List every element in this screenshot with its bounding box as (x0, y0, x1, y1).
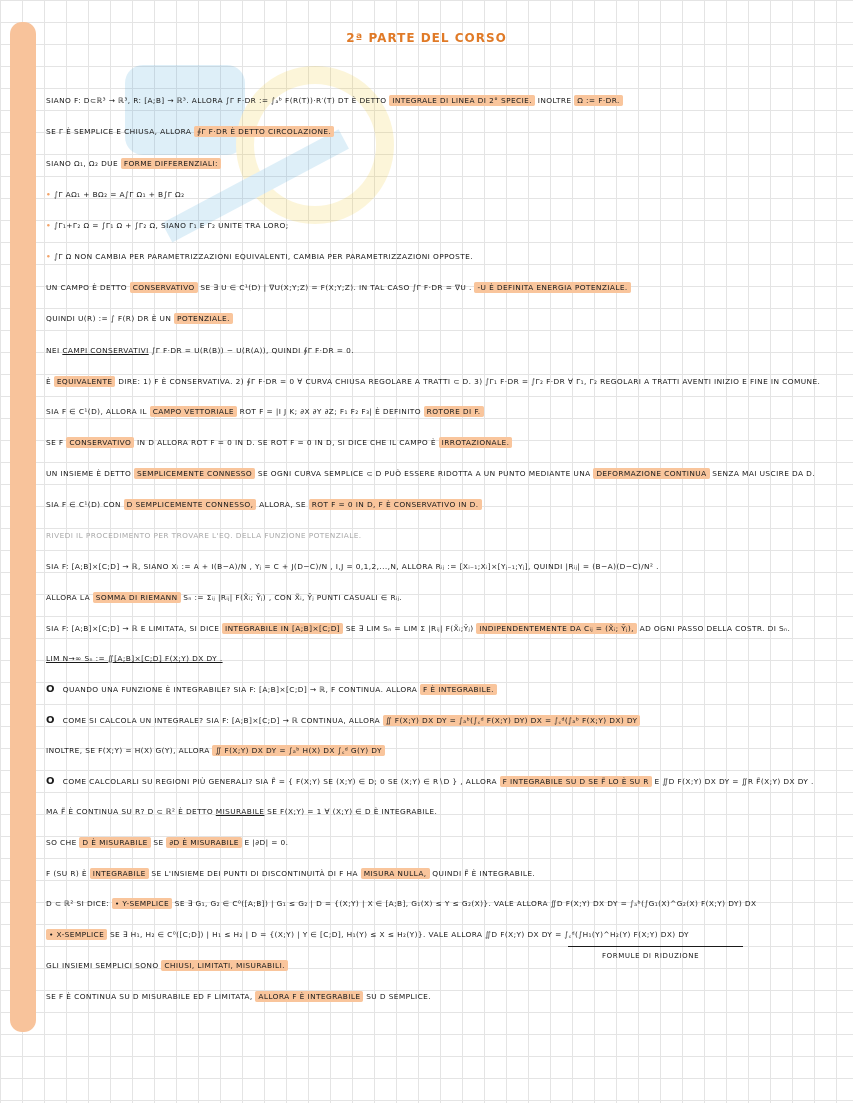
highlighted-term: Ω := F·DR. (574, 95, 623, 106)
highlighted-term: FORME DIFFERENZIALI: (121, 158, 221, 169)
note-line-l1 (46, 95, 623, 106)
note-text: CAMPI CONSERVATIVI (62, 346, 149, 355)
note-text: COME CALCOLARLI SU REGIONI PIÙ GENERALI? SIA F̃ = { F(X;Y) SE (X;Y) ∈ D; 0 SE (X;Y) ∈ R∖D } , ALLORA (62, 777, 500, 786)
page-title: 2ª PARTE DEL CORSO (346, 31, 507, 45)
note-text: SE OGNI CURVA SEMPLICE ⊂ D PUÒ ESSERE RIDOTTA A UN PUNTO MEDIANTE UNA (255, 469, 594, 478)
highlighted-term: ROTORE DI F. (424, 406, 484, 417)
highlighted-term: ∂D È MISURABILE (166, 837, 241, 848)
note-text: SE ∃ H₁, H₂ ∈ C⁰([C;D]) | H₁ ≤ H₂ | D = {(X;Y) | Y ∈ [C;D], H₁(Y) ≤ X ≤ H₂(Y)}. VALE ALLORA ∬D F(X;Y) DX DY = ∫꜀ᵈ(∫H₁(Y)^H₂(Y) F(X;Y) DX) DY (107, 930, 689, 939)
note-text: SE Γ È SEMPLICE E CHIUSA, ALLORA (46, 127, 195, 136)
highlighted-term: D È MISURABILE (79, 837, 150, 848)
note-text: AD OGNI PASSO DELLA COSTR. DI Sₙ. (636, 624, 791, 633)
note-text: ∫Γ Ω NON CAMBIA PER PARAMETRIZZAZIONI EQUIVALENTI, CAMBIA PER PARAMETRIZZAZIONI OPPOSTE. (54, 252, 473, 261)
note-text: LIM N→∞ Sₙ := ∬[A;B]×[C;D] F(X;Y) DX DY . (46, 654, 223, 663)
note-line-l20 (46, 684, 497, 695)
note-text: QUINDI U(R) := ∫ F(R) DR È UN (46, 314, 175, 323)
bullet-marker: O (46, 684, 59, 695)
note-text: INOLTRE, SE F(X;Y) = H(X) G(Y), ALLORA (46, 746, 213, 755)
note-line-l17 (46, 592, 402, 603)
note-text: SE ∃ G₁, G₂ ∈ C⁰([A;B]) | G₁ ≤ G₂ | D = {(X;Y) | X ∈ [A;B], G₁(X) ≤ Y ≤ G₂(X)}. VALE ALLORA ∬D F(X;Y) DX DY = ∫ₐᵇ(∫G₁(X)^G₂(X) F(X;Y) DY) DX (172, 899, 757, 908)
note-line-l10 (46, 376, 820, 387)
note-text: QUANDO UNA FUNZIONE È INTEGRABILE? SIA F: [A;B]×[C;D] → ℝ, F CONTINUA. ALLORA (62, 685, 421, 694)
highlighted-term: INTEGRABILE IN [A;B]×[C;D] (222, 623, 343, 634)
bullet-marker: O (46, 715, 59, 726)
highlighted-term: ALLORA F È INTEGRABILE (255, 991, 363, 1002)
highlighted-term: INDIPENDENTEMENTE DA Cᵢⱼ = (X̃ᵢ; Ỹⱼ), (476, 623, 637, 634)
note-text: UN INSIEME È DETTO (46, 469, 134, 478)
note-text: NEI (46, 346, 63, 355)
note-text: ALLORA LA (46, 593, 93, 602)
note-line-l18 (46, 623, 790, 634)
highlighted-term: POTENZIALE. (174, 313, 233, 324)
formulas-label (568, 946, 743, 967)
note-text: SIA F ∈ C¹(D), ALLORA IL (46, 407, 150, 416)
note-line-l24 (46, 806, 437, 817)
note-text: E |∂D| = 0. (241, 838, 289, 847)
note-text: MA F̃ È CONTINUA SU R? D ⊂ ℝ² È DETTO (46, 807, 216, 816)
note-line-l16 (46, 561, 659, 572)
note-line-l28 (46, 929, 689, 940)
note-text: SE F(X;Y) = 1 ∀ (X;Y) ∈ D È INTEGRABILE. (264, 807, 438, 816)
note-text: SE ∃ LIM Sₙ = LIM Σ |Rᵢⱼ| F(X̃ᵢ;Ỹⱼ) (343, 624, 477, 633)
highlighted-term: -U È DEFINITA ENERGIA POTENZIALE. (474, 282, 630, 293)
highlighted-term: IRROTAZIONALE. (439, 437, 513, 448)
highlighted-term: ∮Γ F·DR È DETTO CIRCOLAZIONE. (194, 126, 334, 137)
highlighted-term: F È INTEGRABILE. (420, 684, 497, 695)
highlighted-term: CAMPO VETTORIALE (150, 406, 237, 417)
note-line-l6 (46, 251, 473, 262)
highlighted-term: F INTEGRABILE SU D SE F̃ LO È SU R (500, 776, 652, 787)
bullet-marker: • (46, 221, 55, 230)
note-text: ∫Γ₁+Γ₂ Ω = ∫Γ₁ Ω + ∫Γ₂ Ω, SIANO Γ₁ E Γ₂ UNITE TRA LORO; (54, 221, 289, 230)
bullet-marker: O (46, 776, 59, 787)
highlighted-term: SOMMA DI RIEMANN (93, 592, 181, 603)
highlighted-term: SEMPLICEMENTE CONNESSO (134, 468, 255, 479)
margin-bar (10, 22, 36, 1032)
note-text: SE F È CONTINUA SU D MISURABILE ED F LIMITATA, (46, 992, 256, 1001)
highlighted-term: DEFORMAZIONE CONTINUA (593, 468, 709, 479)
note-text: IN D ALLORA ROT F = 0 IN D. SE ROT F = 0 IN D, SI DICE CHE IL CAMPO È (134, 438, 439, 447)
note-line-l5 (46, 220, 289, 231)
highlighted-term: MISURA NULLA, (361, 868, 430, 879)
highlighted-term: • Y-SEMPLICE (112, 898, 172, 909)
note-line-l7 (46, 282, 631, 293)
note-line-l14 (46, 499, 482, 510)
note-text: RIVEDI IL PROCEDIMENTO PER TROVARE L'EQ. DELLA FUNZIONE POTENZIALE. (46, 531, 362, 540)
note-text: SIA F: [A;B]×[C;D] → ℝ, SIANO Xᵢ := A + I(B−A)/N , Yⱼ = C + J(D−C)/N , I,J = 0,1,2,...,N, ALLORA Rᵢⱼ := [Xᵢ₋₁;Xᵢ]×[Yⱼ₋₁;Yⱼ], QUINDI |Rᵢⱼ| = (B−A)(D−C)/N² . (46, 562, 659, 571)
note-text: ∫Γ ΑΩ₁ + ΒΩ₂ = Α∫Γ Ω₁ + Β∫Γ Ω₂ (54, 190, 185, 199)
highlighted-term: • X-SEMPLICE (46, 929, 107, 940)
formulas-label-text: FORMULE DI RIDUZIONE (602, 952, 700, 960)
note-text: QUINDI F̃ È INTEGRABILE. (429, 869, 536, 878)
note-line-l4 (46, 189, 184, 200)
note-line-l15 (46, 530, 362, 541)
note-line-l22 (46, 745, 385, 756)
note-text: ROT F = |I J K; ∂X ∂Y ∂Z; F₁ F₂ F₃| È DEFINITO (236, 407, 424, 416)
note-text: GLI INSIEMI SEMPLICI SONO (46, 961, 162, 970)
note-line-l12 (46, 437, 512, 448)
note-text: SIA F ∈ C¹(D) CON (46, 500, 124, 509)
highlighted-term: INTEGRALE DI LINEA DI 2° SPECIE. (389, 95, 535, 106)
note-text: DIRE: 1) F È CONSERVATIVA. 2) ∮Γ F·DR = 0 ∀ CURVA CHIUSA REGOLARE A TRATTI ⊂ D. 3) ∫Γ₁ F·DR = ∫Γ₂ F·DR ∀ Γ₁, Γ₂ REGOLARI A TRATTI AVENTI INIZIO E FINE IN COMUNE. (115, 377, 821, 386)
note-text: SE ∃ U ∈ C¹(D) | ∇U(X;Y;Z) = F(X;Y;Z). IN TAL CASO ∫Γ F·DR = ∇U . (197, 283, 475, 292)
bullet-marker: • (46, 190, 55, 199)
bullet-marker: • (46, 252, 55, 261)
note-line-l26 (46, 868, 535, 879)
note-text: SENZA MAI USCIRE DA D. (709, 469, 816, 478)
note-text: ∫Γ F·DR = U(R(B)) − U(R(A)), QUINDI ∮Γ F·DR = 0. (148, 346, 354, 355)
note-text: SE L'INSIEME DEI PUNTI DI DISCONTINUITÀ DI F HA (148, 869, 361, 878)
note-text: E ∬D F(X;Y) DX DY = ∬R F̃(X;Y) DX DY . (651, 777, 814, 786)
highlighted-term: CHIUSI, LIMITATI, MISURABILI. (161, 960, 288, 971)
note-text: È (46, 377, 54, 386)
highlighted-term: ROT F = 0 IN D, F È CONSERVATIVO IN D. (309, 499, 482, 510)
note-text: ALLORA, SE (256, 500, 309, 509)
note-line-l30 (46, 991, 431, 1002)
highlighted-term: ∬ F(X;Y) DX DY = ∫ₐᵇ H(X) DX ∫꜀ᵈ G(Y) DY (212, 745, 384, 756)
note-text: F (SU R) È (46, 869, 90, 878)
highlighted-term: CONSERVATIVO (130, 282, 198, 293)
note-line-l21 (46, 715, 640, 726)
highlighted-term: ∬ F(X;Y) DX DY = ∫ₐᵇ(∫꜀ᵈ F(X;Y) DY) DX = ∫꜀ᵈ(∫ₐᵇ F(X;Y) DX) DY (383, 715, 641, 726)
note-line-l8 (46, 313, 233, 324)
note-text: INOLTRE (535, 96, 575, 105)
note-text: SU D SEMPLICE. (363, 992, 431, 1001)
note-line-l13 (46, 468, 815, 479)
note-text: SIANO Ω₁, Ω₂ DUE (46, 159, 121, 168)
note-text: SO CHE (46, 838, 80, 847)
note-text: Sₙ := Σᵢⱼ |Rᵢⱼ| F(X̃ᵢ; Ỹⱼ) , CON X̃ᵢ, Ỹⱼ PUNTI CASUALI ∈ Rᵢⱼ. (180, 593, 403, 602)
highlighted-term: CONSERVATIVO (66, 437, 134, 448)
note-text: SIA F: [A;B]×[C;D] → ℝ E LIMITATA, SI DICE (46, 624, 223, 633)
note-line-l2 (46, 126, 334, 137)
highlighted-term: INTEGRABILE (90, 868, 149, 879)
note-text: SIANO F: D⊂ℝ³ → ℝ³, R: [A;B] → ℝ³. ALLORA ∫Γ F·DR := ∫ₐᵇ F(R(T))·R′(T) DT È DETTO (46, 96, 390, 105)
note-line-l23 (46, 776, 814, 787)
note-text: COME SI CALCOLA UN INTEGRALE? SIA F: [A;B]×[C;D] → ℝ CONTINUA, ALLORA (62, 716, 383, 725)
note-text: MISURABILE (215, 807, 265, 816)
note-text: D ⊂ ℝ² SI DICE: (46, 899, 112, 908)
note-text: UN CAMPO È DETTO (46, 283, 130, 292)
highlighted-term: EQUIVALENTE (54, 376, 116, 387)
highlighted-term: D SEMPLICEMENTE CONNESSO, (124, 499, 257, 510)
note-line-l3 (46, 158, 221, 169)
note-line-l11 (46, 406, 484, 417)
note-text: SE F (46, 438, 67, 447)
note-line-l9 (46, 345, 354, 356)
note-line-l29 (46, 960, 288, 971)
note-line-l25 (46, 837, 288, 848)
note-line-l27 (46, 898, 756, 909)
note-text: SE (150, 838, 167, 847)
watermark-logo (95, 25, 425, 275)
note-line-l19 (46, 653, 223, 664)
